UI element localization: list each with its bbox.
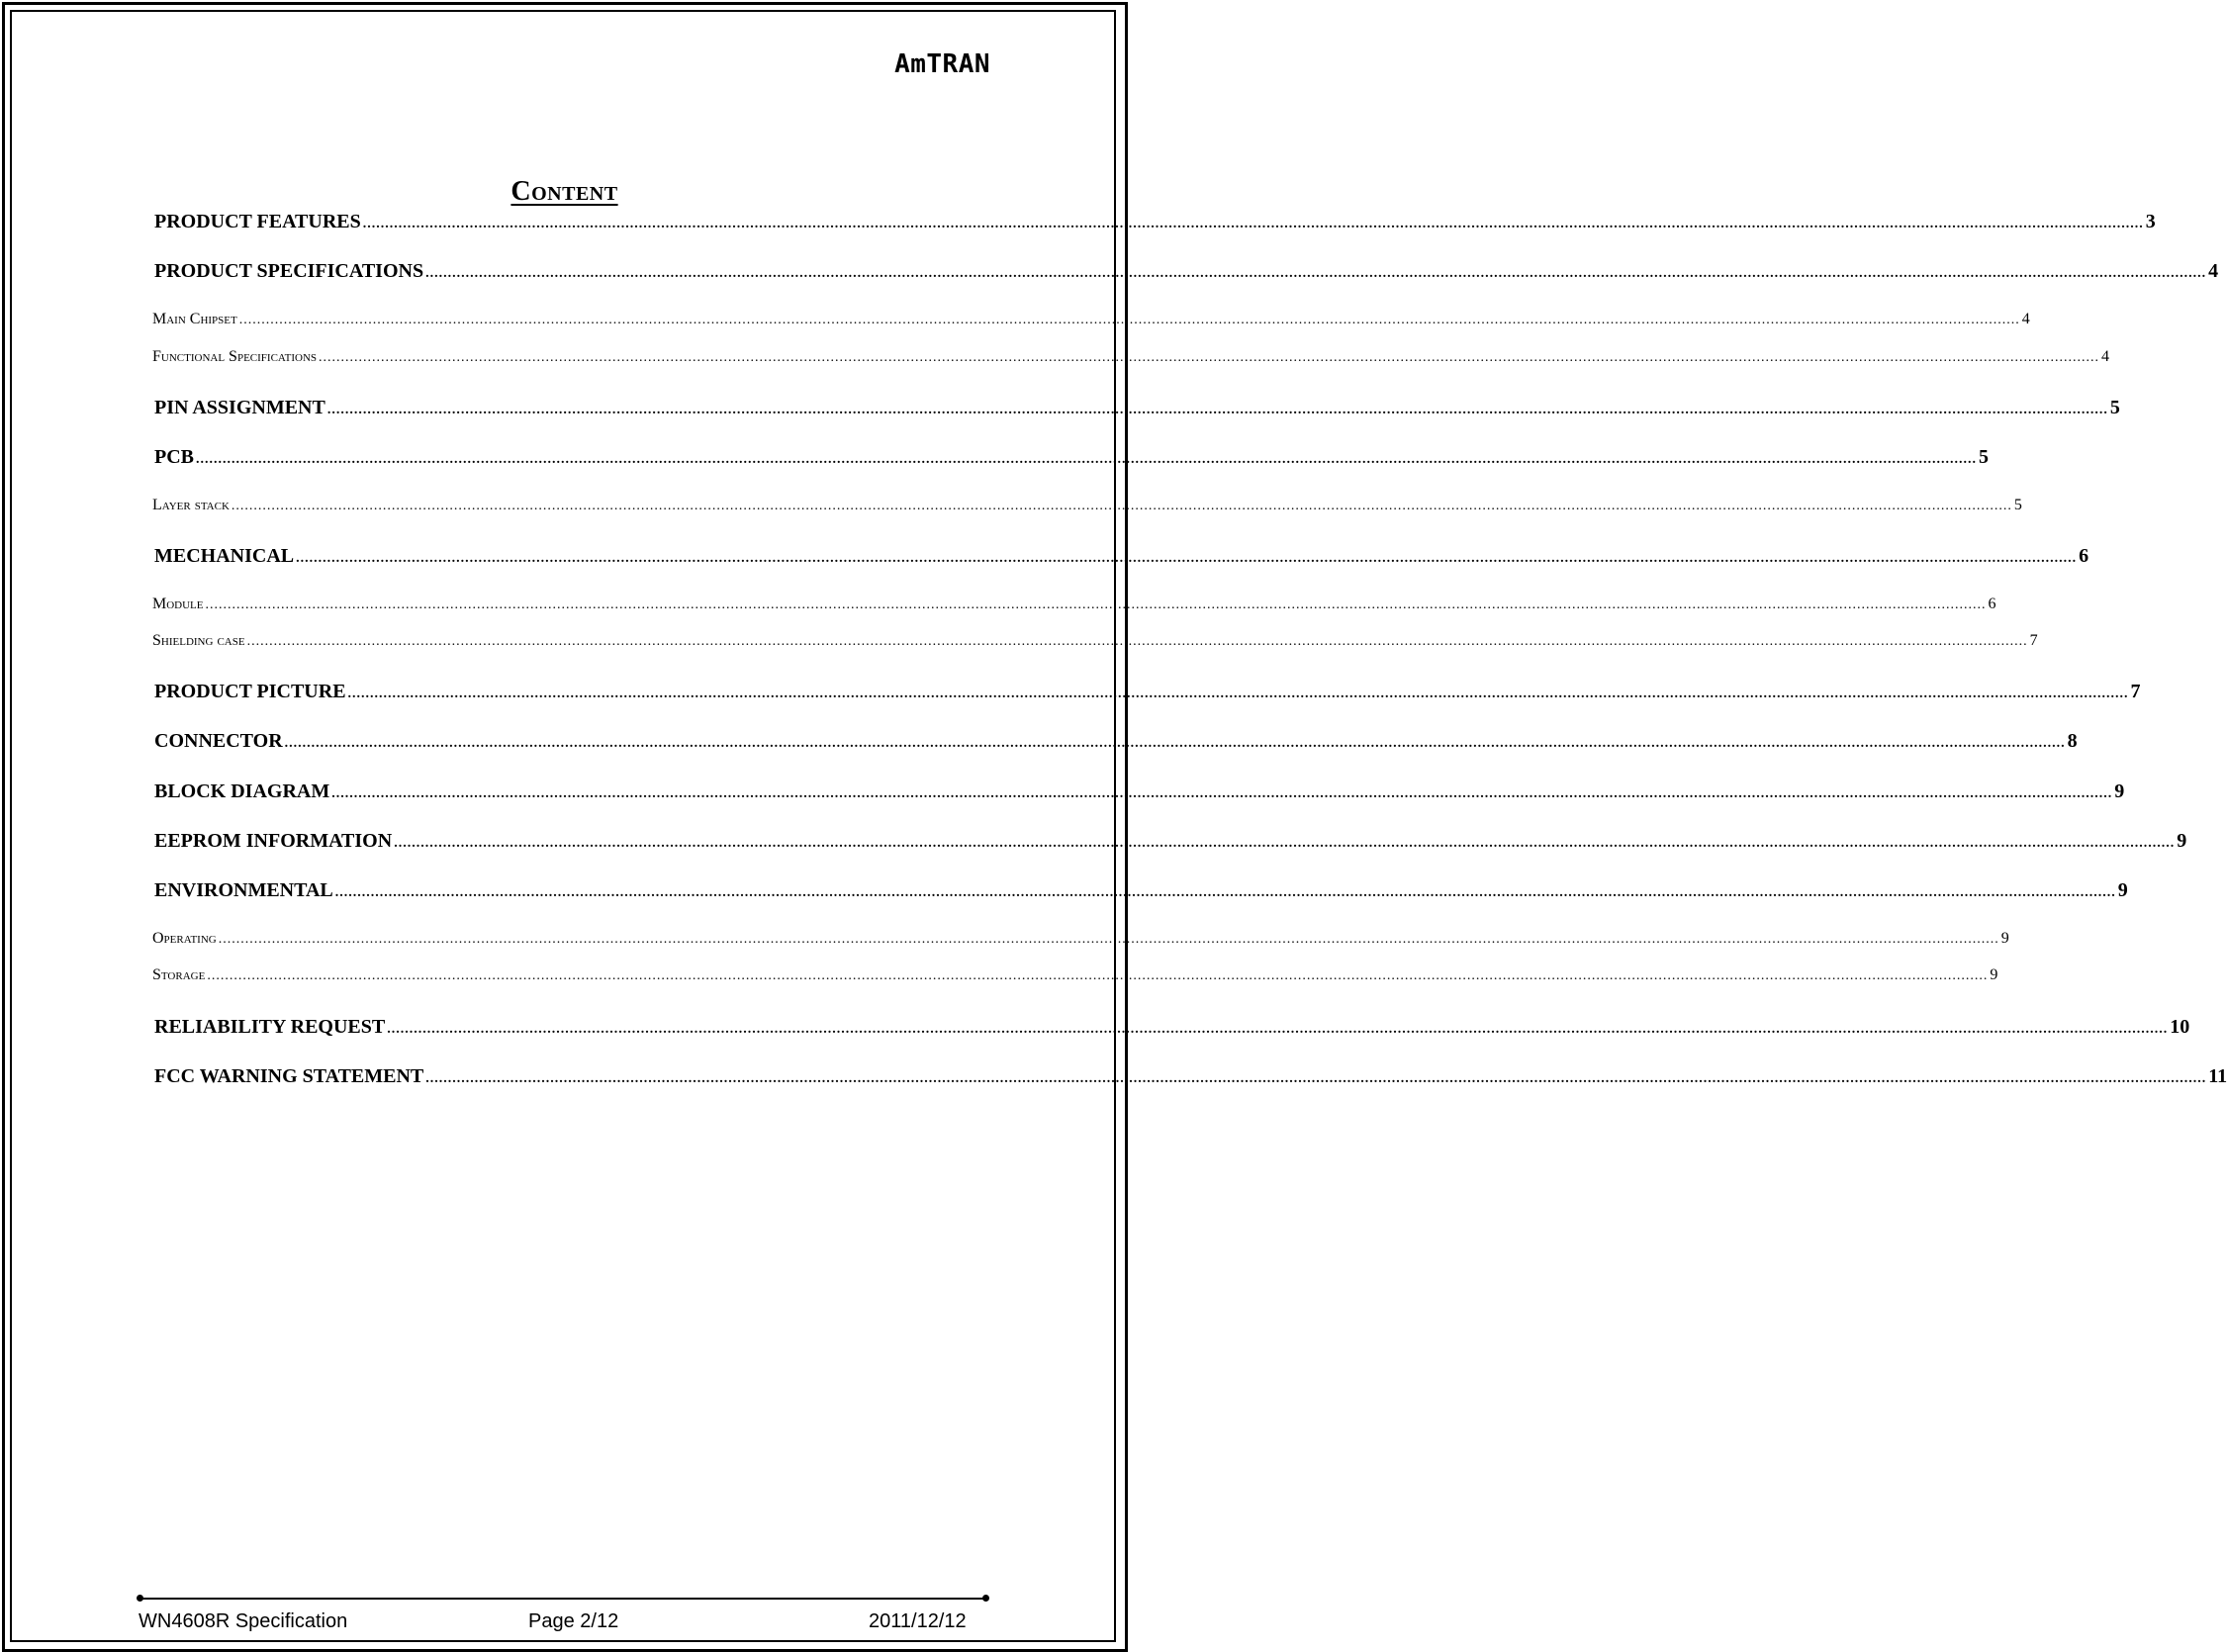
toc-entry[interactable] [152,879,2128,902]
toc-subentry[interactable] [152,311,2030,328]
toc-entry-label: CONNECTOR [154,730,283,752]
toc-page-number: 3 [2145,211,2156,232]
toc-page-number: 6 [2079,545,2089,567]
toc-page-number: 9 [2177,830,2187,852]
toc-dot-leader: ................................................................................................................................................................................................................................................................................................................................................................................................................ [425,266,2207,281]
toc-entry[interactable] [152,830,2187,853]
toc-dot-leader: ................................................................................................................................................................................................................................................................................................................................................................................................................ [331,786,2113,801]
toc-page-number: 8 [2067,730,2078,752]
toc-entry[interactable] [152,397,2120,419]
toc-entry-label: Shielding case [152,632,245,649]
toc-dot-leader: ................................................................................................................................................................................................................................................................................................................................................................................................................ [296,551,2078,566]
footer-rule-right-dot [982,1595,989,1602]
toc-entry-label: PRODUCT SPECIFICATIONS [154,260,424,282]
toc-dot-leader: ................................................................................................................................................................................................................................................................................................................................................................................................................ [362,217,2144,231]
toc-dot-leader: ................................................................................................................................................................................................................................................................................................................................................................................................................ [334,885,2116,900]
toc-entry[interactable] [152,1016,2190,1039]
toc-page-number: 9 [2117,879,2128,901]
toc-dot-leader: ................................................................................................................................................................................................................................................................................................................................................................................................................ [246,634,2028,649]
toc-entry-label: PRODUCT FEATURES [154,211,361,232]
toc-page-number: 7 [2029,632,2038,649]
toc-dot-leader: ................................................................................................................................................................................................................................................................................................................................................................................................................ [205,597,1987,612]
toc-entry-label: Operating [152,930,217,947]
toc-page-number: 5 [2013,497,2022,513]
footer-doc-name: WN4608R Specification [139,1610,348,1632]
footer-rule-left-dot [137,1595,143,1602]
toc-dot-leader: ................................................................................................................................................................................................................................................................................................................................................................................................................ [319,350,2100,365]
toc-subentry[interactable] [152,966,1998,984]
toc-dot-leader: ................................................................................................................................................................................................................................................................................................................................................................................................................ [196,452,1977,467]
toc-entry-label: PCB [154,446,194,468]
toc-dot-leader: ................................................................................................................................................................................................................................................................................................................................................................................................................ [394,836,2176,851]
toc-dot-leader: ................................................................................................................................................................................................................................................................................................................................................................................................................ [284,736,2066,751]
toc-subentry[interactable] [152,930,2009,948]
toc-entry[interactable] [152,681,2141,703]
toc-page-number: 6 [1988,596,1996,612]
toc-entry[interactable] [152,1065,2227,1088]
toc-entry-label: ENVIRONMENTAL [154,879,333,901]
toc-page-number: 11 [2208,1065,2227,1087]
footer-rule [139,1598,987,1600]
toc-entry-label: Storage [152,966,206,983]
toc-entry-label: PIN ASSIGNMENT [154,397,325,418]
toc-subentry[interactable] [152,497,2022,514]
toc-entry-label: MECHANICAL [154,545,295,567]
toc-entry[interactable] [152,446,1989,469]
toc-subentry[interactable] [152,632,2038,650]
toc-entry[interactable] [152,260,2219,283]
toc-entry-label: Module [152,596,204,612]
toc-dot-leader: ................................................................................................................................................................................................................................................................................................................................................................................................................ [238,313,2020,327]
toc-dot-leader: ................................................................................................................................................................................................................................................................................................................................................................................................................ [218,932,1999,947]
toc-entry-label: EEPROM INFORMATION [154,830,393,852]
footer-page-number: Page 2/12 [528,1610,619,1632]
toc-entry-label: PRODUCT PICTURE [154,681,346,702]
toc-dot-leader: ................................................................................................................................................................................................................................................................................................................................................................................................................ [425,1071,2207,1086]
toc-page-number: 4 [2021,311,2030,327]
toc-entry[interactable] [152,780,2125,803]
toc-page-number: 7 [2130,681,2141,702]
toc-subentry[interactable] [152,348,2110,366]
toc-page-number: 4 [2208,260,2219,282]
toc-page-number: 10 [2170,1016,2190,1038]
footer-date: 2011/12/12 [869,1610,967,1632]
toc-entry[interactable] [152,211,2156,233]
toc-title-text: Content [510,176,618,207]
toc-dot-leader: ................................................................................................................................................................................................................................................................................................................................................................................................................ [207,968,1989,983]
toc-page-number: 4 [2101,348,2110,365]
toc-page-number: 5 [2109,397,2120,418]
toc-subentry[interactable] [152,596,1996,613]
toc-entry[interactable] [152,545,2089,568]
toc-page-number: 5 [1979,446,1989,468]
toc-page-number: 9 [1990,966,1998,983]
toc-page-number: 9 [2000,930,2009,947]
brand-logo-text: AmTRAN [894,49,990,79]
toc-entry-label: BLOCK DIAGRAM [154,780,330,802]
table-of-contents [152,0,2227,1652]
toc-entry-label: Functional Specifications [152,348,318,365]
toc-page-number: 9 [2114,780,2125,802]
toc-dot-leader: ................................................................................................................................................................................................................................................................................................................................................................................................................ [231,499,2012,513]
toc-entry-label: Layer stack [152,497,230,513]
toc-dot-leader: ................................................................................................................................................................................................................................................................................................................................................................................................................ [387,1022,2169,1037]
toc-entry-label: FCC WARNING STATEMENT [154,1065,424,1087]
toc-entry-label: Main Chipset [152,311,237,327]
toc-dot-leader: ................................................................................................................................................................................................................................................................................................................................................................................................................ [347,687,2129,701]
toc-entry-label: RELIABILITY REQUEST [154,1016,386,1038]
toc-entry[interactable] [152,730,2078,753]
toc-dot-leader: ................................................................................................................................................................................................................................................................................................................................................................................................................ [326,403,2108,417]
